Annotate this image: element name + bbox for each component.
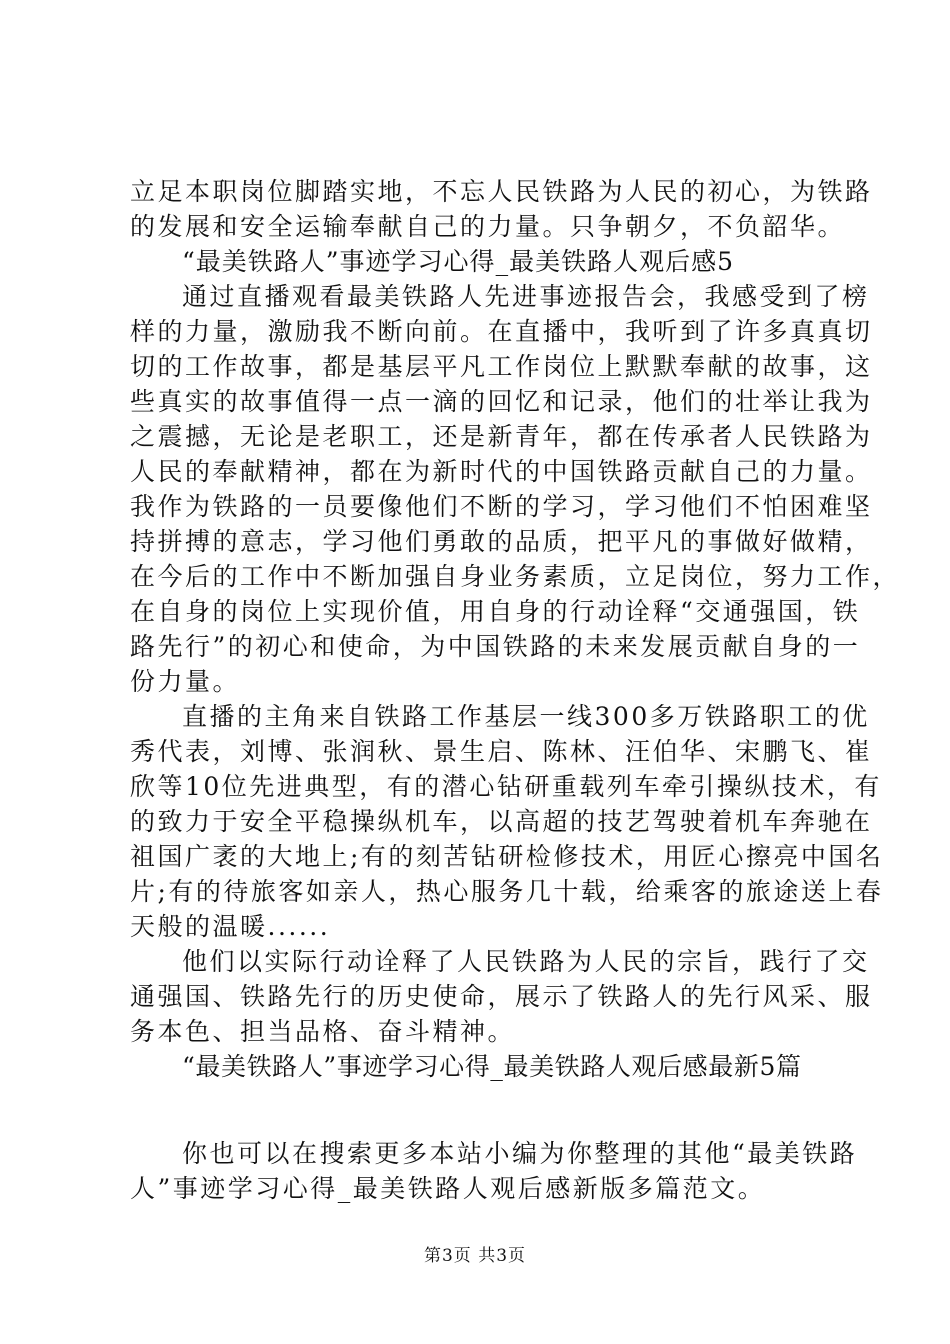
paragraph-line: 人”事迹学习心得_最美铁路人观后感新版多篇范文。: [130, 1174, 766, 1203]
page-number: 第3页 共3页: [423, 1246, 527, 1266]
section-heading: “最美铁路人”事迹学习心得_最美铁路人观后感最新5篇: [182, 1052, 802, 1081]
paragraph-line: 天般的温暖......: [130, 912, 331, 941]
paragraph-line: 片;有的待旅客如亲人，热心服务几十载，给乘客的旅途送上春: [130, 877, 884, 906]
paragraph-line: 务本色、担当品格、奋斗精神。: [130, 1017, 516, 1046]
paragraph-line: 份力量。: [130, 667, 241, 696]
paragraph-line: 通强国、铁路先行的历史使命，展示了铁路人的先行风采、服: [130, 982, 873, 1011]
paragraph-line: 祖国广袤的大地上;有的刻苦钻研检修技术，用匠心擦亮中国名: [130, 842, 884, 871]
paragraph-line: 通过直播观看最美铁路人先进事迹报告会，我感受到了榜: [182, 282, 870, 311]
paragraph-line: 之震撼，无论是老职工，还是新青年，都在传承者人民铁路为: [130, 422, 873, 451]
paragraph-line: 在今后的工作中不断加强自身业务素质，立足岗位，努力工作，: [130, 562, 901, 591]
paragraph-line: 人民的奉献精神，都在为新时代的中国铁路贡献自己的力量。: [130, 457, 873, 486]
paragraph-line: 我作为铁路的一员要像他们不断的学习，学习他们不怕困难坚: [130, 492, 873, 521]
paragraph-line: 的致力于安全平稳操纵机车，以高超的技艺驾驶着机车奔驰在: [130, 807, 873, 836]
paragraph-line: 样的力量，激励我不断向前。在直播中，我听到了许多真真切: [130, 317, 873, 346]
paragraph-line: 在自身的岗位上实现价值，用自身的行动诠释“交通强国，铁: [130, 597, 861, 626]
paragraph-line: 切的工作故事，都是基层平凡工作岗位上默默奉献的故事，这: [130, 352, 873, 381]
paragraph-line: 路先行”的初心和使命，为中国铁路的未来发展贡献自身的一: [130, 632, 861, 661]
paragraph-line: 你也可以在搜索更多本站小编为你整理的其他“最美铁路: [182, 1139, 858, 1168]
paragraph-line: 秀代表，刘博、张润秋、景生启、陈林、汪伯华、宋鹏飞、崔: [130, 737, 873, 766]
document-body: [130, 174, 901, 1206]
paragraph-line: 欣等10位先进典型，有的潜心钻研重载列车牵引操纵技术，有: [130, 772, 882, 801]
paragraph-line: 立足本职岗位脚踏实地，不忘人民铁路为人民的初心，为铁路: [130, 177, 873, 206]
paragraph-line: 些真实的故事值得一点一滴的回忆和记录，他们的壮举让我为: [130, 387, 873, 416]
paragraph-line: 他们以实际行动诠释了人民铁路为人民的宗旨，践行了交: [182, 947, 870, 976]
paragraph-spacer: [130, 1084, 822, 1136]
section-heading: “最美铁路人”事迹学习心得_最美铁路人观后感5: [182, 247, 734, 276]
paragraph-line: 持拼搏的意志，学习他们勇敢的品质，把平凡的事做好做精，: [130, 527, 873, 556]
paragraph-line: 直播的主角来自铁路工作基层一线300多万铁路职工的优: [182, 702, 870, 731]
paragraph-line: 的发展和安全运输奉献自己的力量。只争朝夕，不负韶华。: [130, 212, 846, 241]
